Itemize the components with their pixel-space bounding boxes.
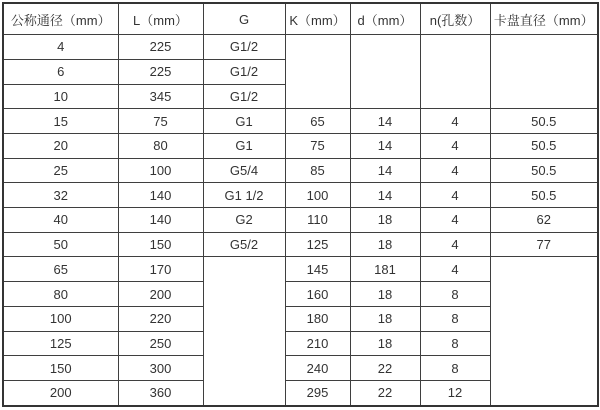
cell-k: 180 (285, 306, 350, 331)
cell-d: 22 (350, 356, 420, 381)
cell-k: 125 (285, 232, 350, 257)
header-g: G (203, 3, 285, 35)
cell-n: 8 (420, 331, 490, 356)
table-row (3, 257, 598, 282)
header-l: L（mm） (118, 3, 203, 35)
table-row (3, 232, 598, 257)
spec-table (2, 2, 599, 407)
cell-l: 225 (118, 59, 203, 84)
cell-n: 8 (420, 306, 490, 331)
cell-g: G1/2 (203, 35, 285, 60)
cell-dn: 10 (3, 84, 118, 109)
cell-d: 22 (350, 380, 420, 406)
cell-n: 8 (420, 356, 490, 381)
cell-k: 240 (285, 356, 350, 381)
cell-k: 295 (285, 380, 350, 406)
cell-dp: 50.5 (490, 133, 598, 158)
merged-empty-cell-g (203, 257, 285, 406)
cell-n: 4 (420, 257, 490, 282)
cell-dp: 50.5 (490, 183, 598, 208)
cell-d: 14 (350, 109, 420, 134)
table-row (3, 35, 598, 60)
cell-k: 100 (285, 183, 350, 208)
table-row (3, 183, 598, 208)
cell-l: 300 (118, 356, 203, 381)
cell-dn: 15 (3, 109, 118, 134)
cell-dp: 50.5 (490, 109, 598, 134)
merged-empty-cell-dp (490, 35, 598, 109)
cell-k: 85 (285, 158, 350, 183)
spec-table-container (2, 2, 598, 408)
cell-dn: 20 (3, 133, 118, 158)
cell-k: 210 (285, 331, 350, 356)
cell-dp: 50.5 (490, 158, 598, 183)
cell-l: 150 (118, 232, 203, 257)
cell-d: 14 (350, 133, 420, 158)
cell-dn: 25 (3, 158, 118, 183)
cell-l: 100 (118, 158, 203, 183)
cell-l: 220 (118, 306, 203, 331)
cell-k: 110 (285, 208, 350, 233)
cell-k: 160 (285, 282, 350, 307)
merged-empty-cell-d (350, 35, 420, 109)
cell-d: 18 (350, 232, 420, 257)
cell-d: 18 (350, 282, 420, 307)
cell-d: 14 (350, 158, 420, 183)
cell-n: 4 (420, 133, 490, 158)
cell-d: 18 (350, 306, 420, 331)
header-k: K（mm） (285, 3, 350, 35)
cell-n: 12 (420, 380, 490, 406)
cell-k: 75 (285, 133, 350, 158)
cell-dn: 200 (3, 380, 118, 406)
cell-n: 4 (420, 183, 490, 208)
table-row (3, 158, 598, 183)
cell-n: 4 (420, 158, 490, 183)
merged-empty-cell-dp (490, 257, 598, 406)
cell-k: 65 (285, 109, 350, 134)
cell-l: 360 (118, 380, 203, 406)
cell-n: 4 (420, 208, 490, 233)
merged-empty-cell-n (420, 35, 490, 109)
cell-l: 225 (118, 35, 203, 60)
header-row (3, 3, 598, 35)
cell-dn: 150 (3, 356, 118, 381)
cell-dn: 40 (3, 208, 118, 233)
cell-l: 140 (118, 208, 203, 233)
cell-l: 250 (118, 331, 203, 356)
cell-dn: 65 (3, 257, 118, 282)
cell-dp: 62 (490, 208, 598, 233)
header-nominal-diameter: 公称通径（mm） (3, 3, 118, 35)
cell-l: 345 (118, 84, 203, 109)
cell-g: G1/2 (203, 84, 285, 109)
cell-d: 181 (350, 257, 420, 282)
cell-g: G2 (203, 208, 285, 233)
cell-d: 18 (350, 208, 420, 233)
header-chuck-diameter: 卡盘直径（mm） (490, 3, 598, 35)
cell-g: G1 1/2 (203, 183, 285, 208)
cell-dn: 6 (3, 59, 118, 84)
cell-l: 140 (118, 183, 203, 208)
cell-dn: 100 (3, 306, 118, 331)
cell-dn: 32 (3, 183, 118, 208)
cell-dn: 50 (3, 232, 118, 257)
cell-n: 4 (420, 109, 490, 134)
cell-g: G1 (203, 109, 285, 134)
cell-l: 170 (118, 257, 203, 282)
cell-n: 4 (420, 232, 490, 257)
table-row (3, 133, 598, 158)
cell-l: 80 (118, 133, 203, 158)
cell-dn: 4 (3, 35, 118, 60)
cell-dn: 80 (3, 282, 118, 307)
cell-g: G5/4 (203, 158, 285, 183)
cell-dp: 77 (490, 232, 598, 257)
cell-l: 75 (118, 109, 203, 134)
merged-empty-cell-k (285, 35, 350, 109)
cell-d: 18 (350, 331, 420, 356)
header-n-holes: n(孔数） (420, 3, 490, 35)
cell-g: G1/2 (203, 59, 285, 84)
cell-dn: 125 (3, 331, 118, 356)
cell-n: 8 (420, 282, 490, 307)
cell-k: 145 (285, 257, 350, 282)
cell-d: 14 (350, 183, 420, 208)
table-row (3, 109, 598, 134)
header-d: d（mm） (350, 3, 420, 35)
cell-g: G5/2 (203, 232, 285, 257)
cell-l: 200 (118, 282, 203, 307)
cell-g: G1 (203, 133, 285, 158)
table-row (3, 208, 598, 233)
